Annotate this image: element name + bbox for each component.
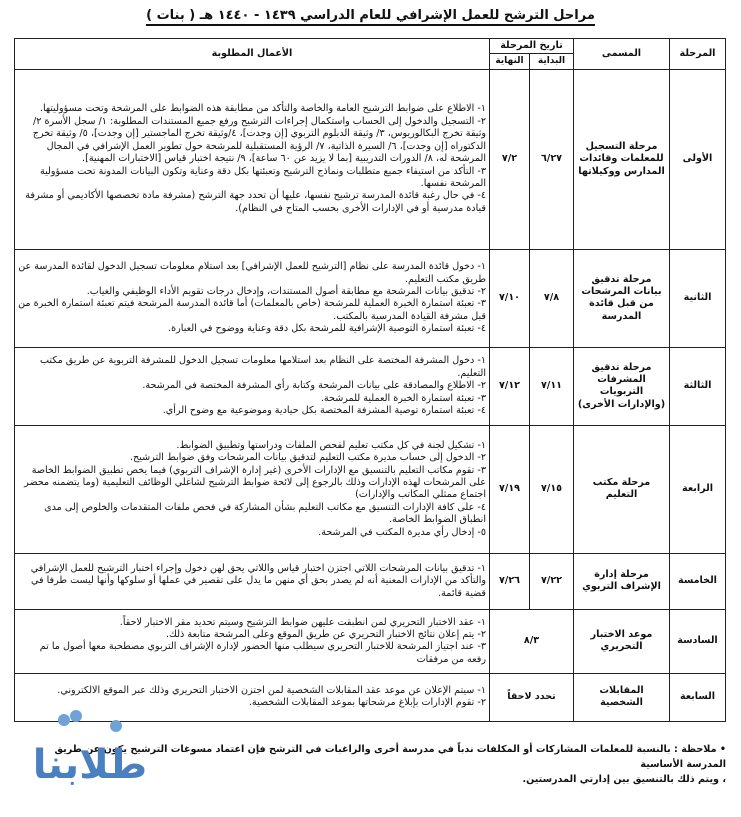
task-item: ١- الاطلاع على ضوابط الترشيح العامة والخاصة والتأكد من مطابقة هذه الضوابط على المرشحة وتحت مسؤوليتها. [39, 103, 486, 115]
task-item: ٣- عند اجتياز المرشحة للاختبار التحريري سيطلب منها الحضور لإدارة الإشراف التربوي مصطحبة معها أصول ما تم رفعه من مرفقات [39, 641, 486, 665]
task-item: ١- عقد الاختبار التحريري لمن انطبقت عليهن ضوابط الترشيح وسيتم تحديد مقر الاختبار لاحقاً. [119, 616, 486, 628]
task-item: ٤- على كافة الإدارات التنسيق مع مكاتب التعليم بشأن المشاركة في فحص ملفات المتقدمات والخلوص إلى مدى انطباق الضوابط الخاصة. [44, 501, 486, 526]
task-item: ١- تدقيق بيانات المرشحات اللاتي اجتزن اختبار قياس واللاتي يحق لهن دخول وإجراء اختبار الترشيح للعمل الإشرافي والتأكد من الإدارات المعنية أنه لم يصدر بحق أي منهن ما يدل على تقصير في عملها أو سلوكها وأنها ليست طرفا في قضية قائمة. [30, 562, 486, 599]
logo-text: طلابنا [32, 742, 148, 788]
date-cell: ٨/٣ [490, 609, 574, 673]
stage-cell: الثانية [670, 249, 726, 347]
date-cell: تحدد لاحقاً [490, 673, 574, 721]
task-item: ٤- في حال رغبة قائدة المدرسة ترشيح نفسها، عليها أن تحدد جهة الترشح (مشرفة مادة تخصصها الأكاديمي أو مشرفة قيادة مدرسية أو في الإدارات الأخرى بحسب المتاح في النظام). [25, 190, 486, 214]
table-row [15, 249, 726, 347]
task-item: ٣- تقوم مكاتب التعليم بالتنسيق مع الإدارات الأخرى (غير إدارة الإشراف التربوي) فيما يخص تطبيق الضوابط الخاصة على المرشحات لهذه الإدارات وذلك بالرجوع إلى لائحة ضوابط الترشيح لشاغلي الوظائف التعليمية (وما يتضمنه محضر اجتماع ممثلي المكاتب والإدارات) [24, 464, 486, 501]
end-date-cell: ٧/١٢ [490, 347, 530, 425]
stage-cell: الثالثة [670, 347, 726, 425]
stage-name-cell: موعد الاختبار التحريري [574, 609, 670, 673]
task-item: ٤- تعبئة استمارة توصية المشرفة المختصة بكل حيادية وموضوعية مع وضوح الرأي. [162, 404, 486, 416]
stage-name-cell: مرحلة التسجيل للمعلمات وقائدات المدارس ووكيلاتها [574, 69, 670, 249]
stage-cell: الأولى [670, 69, 726, 249]
stage-cell: السادسة [670, 609, 726, 673]
header-stage: المرحلة [670, 39, 726, 70]
task-item: ١- سيتم الإعلان عن موعد عقد المقابلات الشخصية لمن اجتزن الاختبار التحريري وذلك عبر الموقع الالكتروني. [57, 684, 486, 696]
stage-cell: السابعة [670, 673, 726, 721]
logo-dot [70, 710, 82, 722]
end-date-cell: ٧/١٠ [490, 249, 530, 347]
logo-dot [58, 714, 70, 726]
end-date-cell: ٧/٢٦ [490, 553, 530, 609]
tasks-cell [15, 69, 490, 249]
task-item: ٥- إدخال رأي مديرة المكتب في المرشحة. [318, 526, 486, 538]
task-item: ٢- يتم إعلان نتائج الاختبار التحريري عن طريق الموقع وعلى المرشحة متابعة ذلك. [165, 628, 486, 640]
start-date-cell: ٧/٢٢ [530, 553, 574, 609]
task-item: ١- دخول المشرفة المختصة على النظام بعد استلامها معلومات تسجيل الدخول للمشرفة التربوية عن طريق مكتب التعليم. [39, 355, 486, 379]
end-date-cell: ٧/٢ [490, 69, 530, 249]
page-title-text: مراحل الترشح للعمل الإشرافي للعام الدراسي ١٤٣٩ - ١٤٤٠ هـ ( بنات ) [146, 8, 595, 26]
footnote-line-2: ، ويتم ذلك بالتنسيق بين إدارتي المدرستين. [522, 774, 726, 785]
start-date-cell: ٦/٢٧ [530, 69, 574, 249]
tasks-cell [15, 553, 490, 609]
table-row [15, 425, 726, 553]
logo-dot [110, 720, 122, 732]
header-date-group: تاريخ المرحلة [490, 39, 574, 54]
table-header-row [15, 39, 726, 54]
task-item: ١- تشكيل لجنة في كل مكتب تعليم لفحص الملفات ودراستها وتطبيق الضوابط. [176, 439, 486, 451]
stage-cell: الرابعة [670, 425, 726, 553]
start-date-cell: ٧/١٥ [530, 425, 574, 553]
stage-name-cell: مرحلة تدقيق المشرفات التربويات (والإدارات الأخرى) [574, 347, 670, 425]
page-title [0, 8, 741, 23]
table-row [15, 347, 726, 425]
table-row [15, 609, 726, 673]
stage-name-cell: مرحلة تدقيق بيانات المرشحات من قبل قائدة المدرسة [574, 249, 670, 347]
table-row [15, 69, 726, 249]
task-item: ٢- تدقيق بيانات المرشحة مع مطابقة أصول المستندات، وإدخال درجات تقويم الأداء الوظيفي والغياب. [86, 285, 486, 297]
tasks-cell [15, 249, 490, 347]
header-start: البداية [530, 54, 574, 69]
stage-name-cell: المقابلات الشخصية [574, 673, 670, 721]
task-item: ١- دخول قائدة المدرسة على نظام [الترشيح للعمل الإشرافي] بعد استلام معلومات تسجيل الدخول لقائدة المدرسة عن طريق مكتب التعليم. [18, 261, 486, 285]
task-item: ٣- التأكد من استيفاء جميع متطلبات ونماذج الترشيح وتعبئتها بكل دقة وعناية وتكون البيانات المدونة تحت مسؤولية المرشحة نفسها. [39, 165, 486, 189]
stage-name-cell: مرحلة مكتب التعليم [574, 425, 670, 553]
task-item: ٢- الدخول إلى حساب مديرة مكتب التعليم لتدقيق بيانات المرشحات وفق ضوابط الترشيح. [130, 452, 486, 464]
table-row [15, 553, 726, 609]
stages-table [14, 38, 726, 722]
tasks-cell [15, 347, 490, 425]
start-date-cell: ٧/٨ [530, 249, 574, 347]
task-item: ٤- تعبئة استمارة التوصية الإشرافية للمرشحة بكل دقة وعناية ووضوح في العبارة. [168, 323, 486, 335]
tasks-cell [15, 425, 490, 553]
header-name: المسمى [574, 39, 670, 70]
end-date-cell: ٧/١٩ [490, 425, 530, 553]
task-item: ٢- الاطلاع والمصادقة على بيانات المرشحة وكتابة رأي المشرفة المختصة في المرشحة. [142, 380, 486, 392]
task-item: ٣- تعبئة استمارة الخبرة العملية للمرشحة. [320, 392, 486, 404]
stage-name-cell: مرحلة إدارة الإشراف التربوي [574, 553, 670, 609]
task-item: ٢- تقوم الإدارات بإبلاغ مرشحاتها بموعد المقابلات الشخصية. [248, 697, 486, 709]
header-end: النهاية [490, 54, 530, 69]
task-item: ٣- تعبئة استمارة الخبرة العملية للمرشحة (خاص بالمعلمات) أما قائدة المدرسة المرشحة فيتم تعبئة استمارة الخبرة من قبل مشرفة القيادة المدرسية بالمكتب. [18, 298, 486, 322]
tasks-cell [15, 609, 490, 673]
stage-cell: الخامسة [670, 553, 726, 609]
footnote-line-1: • ملاحظة : بالنسبة للمعلمات المشاركات أو المكلفات ندباً في مدرسة أخرى والراغبات في الترشح فإن اعتماد مسوغات الترشيح يكون عن طريق المدرسة الأساسية [54, 744, 726, 770]
start-date-cell: ٧/١١ [530, 347, 574, 425]
header-tasks: الأعمال المطلوبة [15, 39, 490, 70]
watermark-logo [30, 706, 150, 801]
task-item: ٢- التسجيل والدخول إلى الحساب واستكمال إجراءات الترشيح ورفع جميع المستندات المطلوبة: ١/ سجل الأسرة ٢/ وثيقة تخرج البكالوريوس، ٣/ وثيقة الدبلوم التربوي [إن وجدت]، ٤/وثيقة تخرج الماجستير [إن وجدت]، ٥/ وثيقة تخرج الدكتوراه [إن وجدت]، ٦/ السيرة الذاتية، ٧/ الرؤية المستقبلية للمرشحة حول تطوير العمل الإشرافي في المجال المرشحة له، ٨/ الدورات التدريبية [بما لا يزيد عن ٦٠ ساعة]، ٩/ نتيجة اختبار قياس [الاختبارات المهنية]. [32, 115, 486, 165]
